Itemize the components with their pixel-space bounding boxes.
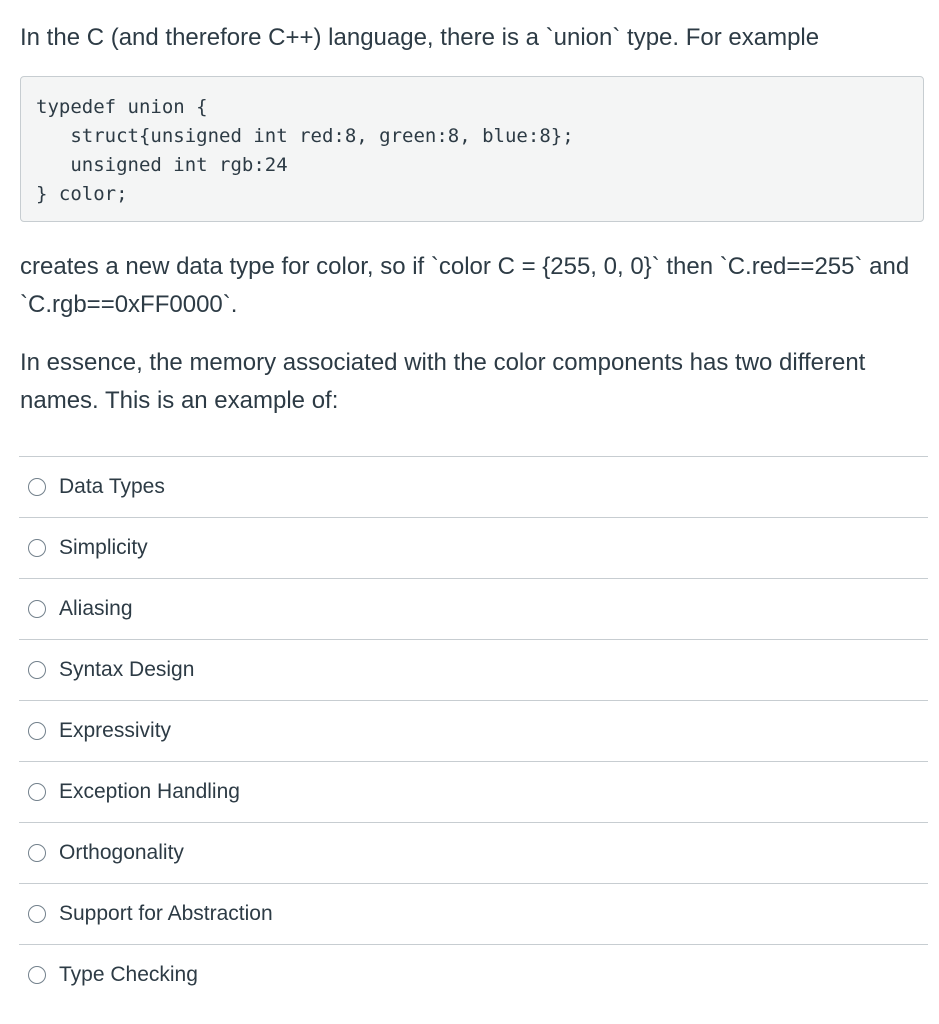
answer-option[interactable]	[19, 518, 928, 579]
question-paragraph-1: creates a new data type for color, so if `color C = {255, 0, 0}` then `C.red==255` and `C.rgb==0xFF0000`.	[20, 253, 910, 318]
answer-label[interactable]: Syntax Design	[59, 658, 195, 681]
radio-button[interactable]	[28, 539, 46, 557]
answer-option[interactable]	[19, 640, 928, 701]
answer-label[interactable]: Orthogonality	[59, 841, 184, 864]
answer-label[interactable]: Support for Abstraction	[59, 902, 273, 925]
radio-button[interactable]	[28, 661, 46, 679]
answer-option[interactable]	[19, 457, 928, 518]
answer-label[interactable]: Expressivity	[59, 719, 172, 742]
answer-option[interactable]	[19, 579, 928, 640]
answer-option[interactable]	[19, 701, 928, 762]
answer-list	[19, 456, 928, 1005]
code-line: struct{unsigned int red:8, green:8, blue:8};	[36, 125, 574, 147]
radio-button[interactable]	[28, 844, 46, 862]
question-text	[20, 14, 925, 420]
radio-button[interactable]	[28, 966, 46, 984]
answer-option[interactable]	[19, 823, 928, 884]
answer-option[interactable]	[19, 762, 928, 823]
radio-button[interactable]	[28, 905, 46, 923]
answer-label[interactable]: Data Types	[59, 475, 165, 498]
radio-button[interactable]	[28, 783, 46, 801]
answer-label[interactable]: Simplicity	[59, 536, 148, 559]
radio-button[interactable]	[28, 600, 46, 618]
answer-label[interactable]: Exception Handling	[59, 780, 240, 803]
code-block	[20, 76, 924, 222]
question-intro: In the C (and therefore C++) language, there is a `union` type. For example	[20, 24, 820, 51]
answer-label[interactable]: Aliasing	[59, 597, 133, 620]
question-paragraph-2: In essence, the memory associated with the color components has two different names. This is an example of:	[20, 349, 866, 414]
answer-label[interactable]: Type Checking	[59, 963, 198, 986]
code-line: } color;	[36, 183, 128, 205]
code-line: typedef union {	[36, 96, 208, 118]
radio-button[interactable]	[28, 478, 46, 496]
radio-button[interactable]	[28, 722, 46, 740]
answer-option[interactable]	[19, 884, 928, 945]
answer-option[interactable]	[19, 945, 928, 1005]
code-line: unsigned int rgb:24	[36, 154, 288, 176]
